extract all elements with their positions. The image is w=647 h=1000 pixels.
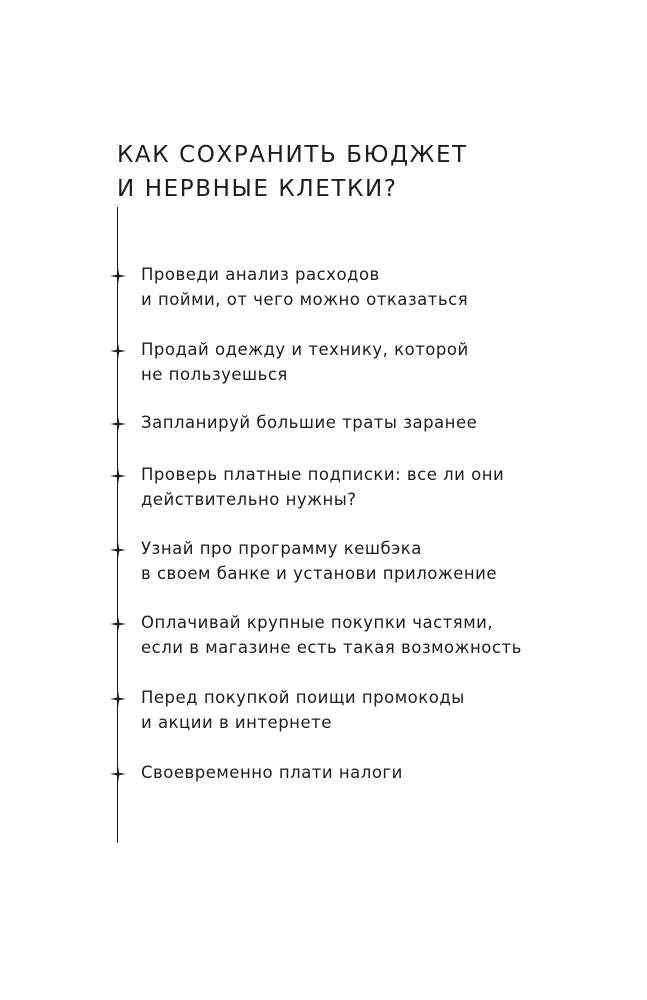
page-title-line-2: И НЕРВНЫЕ КЛЕТКИ? xyxy=(117,176,398,202)
tip-text-line: Перед покупкой поищи промокоды xyxy=(141,688,465,707)
tip-text-line: не пользуешься xyxy=(141,365,288,384)
four-point-star-icon xyxy=(110,691,126,707)
timeline-line xyxy=(117,207,118,843)
four-point-star-icon xyxy=(110,468,126,484)
tip-text-line: Продай одежду и технику, которой xyxy=(141,340,469,359)
tip-text xyxy=(141,462,504,512)
tip-text xyxy=(141,262,468,312)
page-title xyxy=(117,138,468,206)
tip-text-line: если в магазине есть такая возможность xyxy=(141,638,522,657)
tip-text-line: Проверь платные подписки: все ли они xyxy=(141,465,505,484)
four-point-star-icon xyxy=(110,343,126,359)
tip-text xyxy=(141,410,477,435)
tip-text xyxy=(141,536,497,586)
tip-text xyxy=(141,610,522,660)
tip-text-line: Узнай про программу кешбэка xyxy=(141,539,422,558)
tip-text xyxy=(141,760,403,785)
tip-text-line: и пойми, от чего можно отказаться xyxy=(141,290,469,309)
page-title-line-1: КАК СОХРАНИТЬ БЮДЖЕТ xyxy=(117,142,468,168)
tip-text xyxy=(141,337,469,387)
tip-text-line: Запланируй большие траты заранее xyxy=(141,413,478,432)
four-point-star-icon xyxy=(110,542,126,558)
four-point-star-icon xyxy=(110,416,126,432)
tip-text-line: действительно нужны? xyxy=(141,490,357,509)
four-point-star-icon xyxy=(110,766,126,782)
tip-text-line: Проведи анализ расходов xyxy=(141,265,380,284)
tip-text-line: в своем банке и установи приложение xyxy=(141,564,498,583)
tip-text-line: Своевременно плати налоги xyxy=(141,763,403,782)
four-point-star-icon xyxy=(110,268,126,284)
tip-text-line: и акции в интернете xyxy=(141,713,332,732)
four-point-star-icon xyxy=(110,616,126,632)
tip-text-line: Оплачивай крупные покупки частями, xyxy=(141,613,494,632)
tip-text xyxy=(141,685,465,735)
